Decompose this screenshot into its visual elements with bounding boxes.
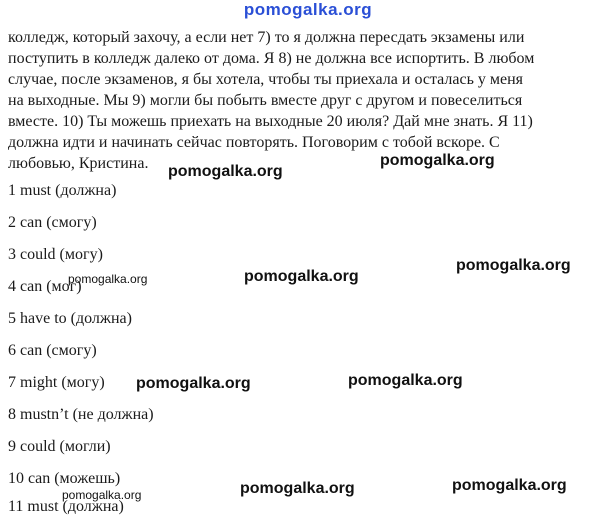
watermark: pomogalka.org xyxy=(168,163,283,180)
watermark: pomogalka.org xyxy=(136,375,251,392)
answer-item-4: 4 can (мог) xyxy=(8,278,82,295)
answer-item-6: 6 can (смогу) xyxy=(8,342,97,359)
watermark: pomogalka.org xyxy=(240,480,355,497)
answer-item-9: 9 could (могли) xyxy=(8,438,111,455)
paragraph-line: поступить в колледж далеко от дома. Я 8) не должна все испортить. В любом xyxy=(8,50,535,67)
watermark: pomogalka.org xyxy=(456,257,571,274)
watermark: pomogalka.org xyxy=(380,152,495,169)
watermark: pomogalka.org xyxy=(244,268,359,285)
paragraph-line: вместе. 10) Ты можешь приехать на выходные 20 июля? Дай мне знать. Я 11) xyxy=(8,113,533,130)
letter-paragraph xyxy=(8,27,608,174)
paragraph-line: любовью, Кристина. xyxy=(8,155,149,172)
paragraph-line: случае, после экзаменов, я бы хотела, чтобы ты приехала и осталась у меня xyxy=(8,71,524,88)
answer-item-2: 2 can (смогу) xyxy=(8,214,97,231)
answer-item-7: 7 might (могу) xyxy=(8,374,105,391)
answer-item-11: 11 must (должна) xyxy=(8,498,124,515)
answer-item-1: 1 must (должна) xyxy=(8,182,117,199)
paragraph-line: на выходные. Мы 9) могли бы побыть вместе друг с другом и повеселиться xyxy=(8,92,523,109)
answer-item-8: 8 mustn’t (не должна) xyxy=(8,406,154,423)
header-watermark: pomogalka.org xyxy=(243,0,373,19)
watermark: pomogalka.org xyxy=(452,477,567,494)
paragraph-line: должна идти и начинать сейчас повторять. Поговорим с тобой вскоре. С xyxy=(8,134,500,151)
watermark: pomogalka.org xyxy=(348,372,463,389)
answer-item-10: 10 can (можешь) xyxy=(8,470,121,487)
answer-item-3: 3 could (могу) xyxy=(8,246,103,263)
watermark: pomogalka.org xyxy=(68,272,148,286)
paragraph-line: колледж, который захочу, а если нет 7) то я должна пересдать экзамены или xyxy=(8,29,525,46)
watermark: pomogalka.org xyxy=(62,488,142,502)
answer-item-5: 5 have to (должна) xyxy=(8,310,132,327)
